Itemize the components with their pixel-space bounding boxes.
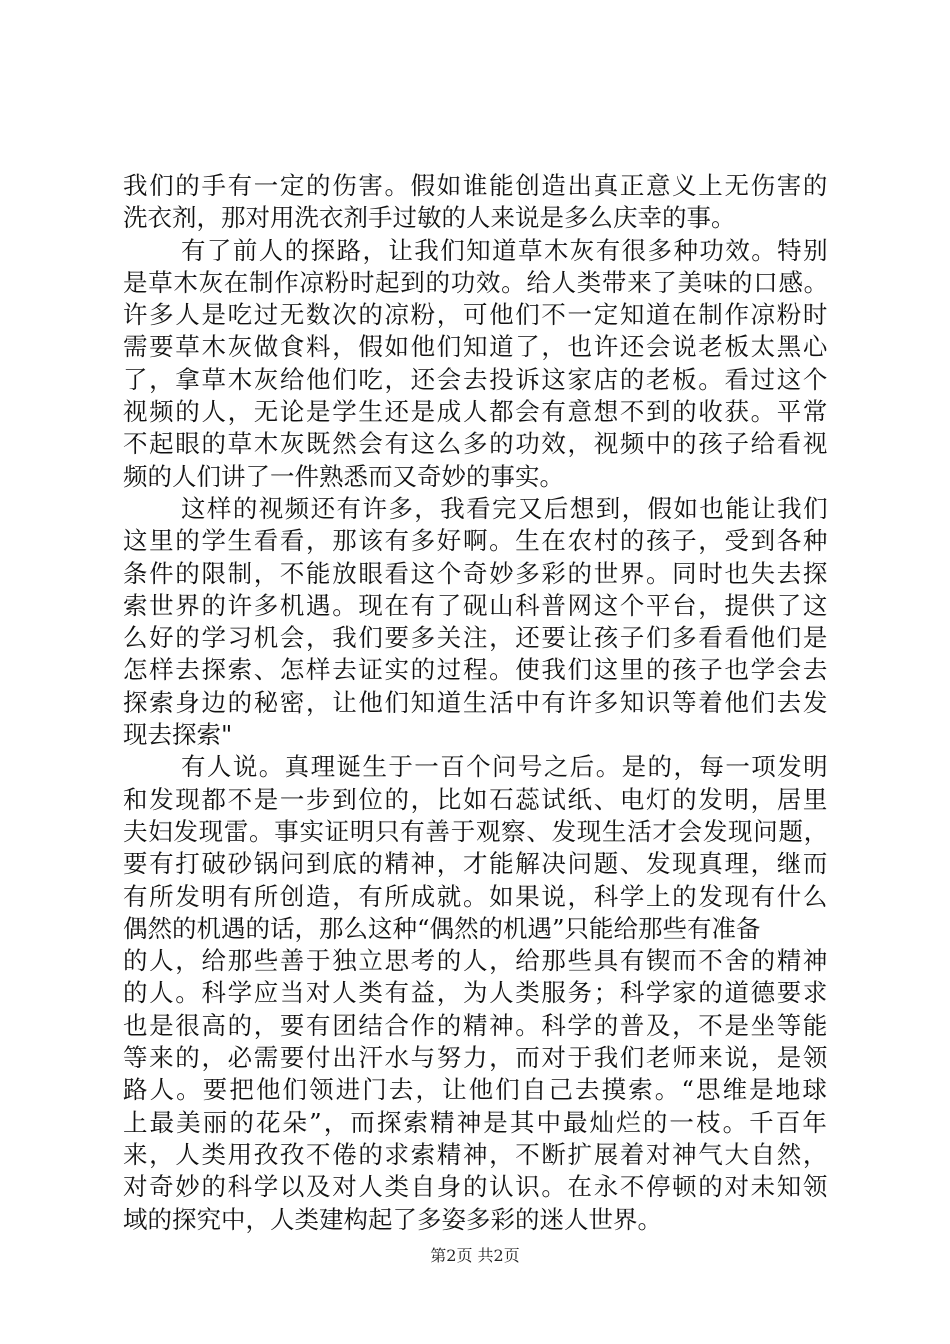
text-line: 现去探索" xyxy=(123,720,233,750)
text-line: 不起眼的草木灰既然会有这么多的功效，视频中的孩子给看视 xyxy=(123,429,830,459)
paragraph-first-line: 有了前人的探路，让我们知道草木灰有很多种功效。特别 xyxy=(181,235,829,265)
text-line: 要有打破砂锅问到底的精神，才能解决问题、发现真理，继而 xyxy=(123,849,830,879)
document-body xyxy=(123,170,829,1236)
text-line: 探索身边的秘密，让他们知道生活中有许多知识等着他们去发 xyxy=(123,687,830,717)
text-line: 域的探究中，人类建构起了多姿多彩的迷人世界。 xyxy=(123,1204,662,1234)
page-footer: 第2页 共2页 xyxy=(430,1246,520,1265)
text-line: 和发现都不是一步到位的，比如石蕊试纸、电灯的发明，居里 xyxy=(123,784,830,814)
text-line: 洗衣剂，那对用洗衣剂手过敏的人来说是多么庆幸的事。 xyxy=(123,203,736,233)
paragraph-first-line: 有人说。真理诞生于一百个问号之后。是的，每一项发明 xyxy=(181,752,829,782)
text-line: 来，人类用孜孜不倦的求索精神，不断扩展着对神气大自然， xyxy=(123,1139,830,1169)
text-line: 视频的人，无论是学生还是成人都会有意想不到的收获。平常 xyxy=(123,397,830,427)
paragraph-first-line: 这样的视频还有许多，我看完又后想到，假如也能让我们 xyxy=(181,493,829,523)
text-line: 了，拿草木灰给他们吃，还会去投诉这家店的老板。看过这个 xyxy=(123,364,830,394)
text-line: 的人，给那些善于独立思考的人，给那些具有锲而不舍的精神 xyxy=(123,946,830,976)
text-line: 么好的学习机会，我们要多关注，还要让孩子们多看看他们是 xyxy=(123,623,830,653)
text-line: 对奇妙的科学以及对人类自身的认识。在永不停顿的对未知领 xyxy=(123,1172,830,1202)
text-line: 需要草木灰做食料，假如他们知道了，也许还会说老板太黑心 xyxy=(123,332,830,362)
text-line: 我们的手有一定的伤害。假如谁能创造出真正意义上无伤害的 xyxy=(123,171,830,200)
text-line: 条件的限制，不能放眼看这个奇妙多彩的世界。同时也失去探 xyxy=(123,558,830,588)
text-line: 也是很高的，要有团结合作的精神。科学的普及，不是坐等能 xyxy=(123,1010,830,1040)
text-line: 是草木灰在制作凉粉时起到的功效。给人类带来了美味的口感。 xyxy=(123,267,829,297)
text-line: 许多人是吃过无数次的凉粉，可他们不一定知道在制作凉粉时 xyxy=(123,300,830,330)
text-line: 夫妇发现雷。事实证明只有善于观察、发现生活才会发现问题， xyxy=(123,816,829,846)
text-line: 怎样去探索、怎样去证实的过程。使我们这里的孩子也学会去 xyxy=(123,655,830,685)
text-line: 路人。要把他们领进门去，让他们自己去摸索。“思维是地球 xyxy=(123,1075,829,1105)
text-line: 有所发明有所创造，有所成就。如果说，科学上的发现有什么 xyxy=(123,881,830,911)
text-line: 频的人们讲了一件熟悉而又奇妙的事实。 xyxy=(123,461,564,491)
text-line: 偶然的机遇的话，那么这种“偶然的机遇”只能给那些有准备 xyxy=(123,913,761,943)
text-line: 这里的学生看看，那该有多好啊。生在农村的孩子，受到各种 xyxy=(123,526,830,556)
text-line: 上最美丽的花朵”，而探索精神是其中最灿烂的一枝。千百年 xyxy=(123,1107,829,1137)
text-line: 索世界的许多机遇。现在有了砚山科普网这个平台，提供了这 xyxy=(123,590,830,620)
text-line: 的人。科学应当对人类有益，为人类服务；科学家的道德要求 xyxy=(123,978,830,1008)
text-line: 等来的，必需要付出汗水与努力，而对于我们老师来说，是领 xyxy=(123,1043,830,1073)
